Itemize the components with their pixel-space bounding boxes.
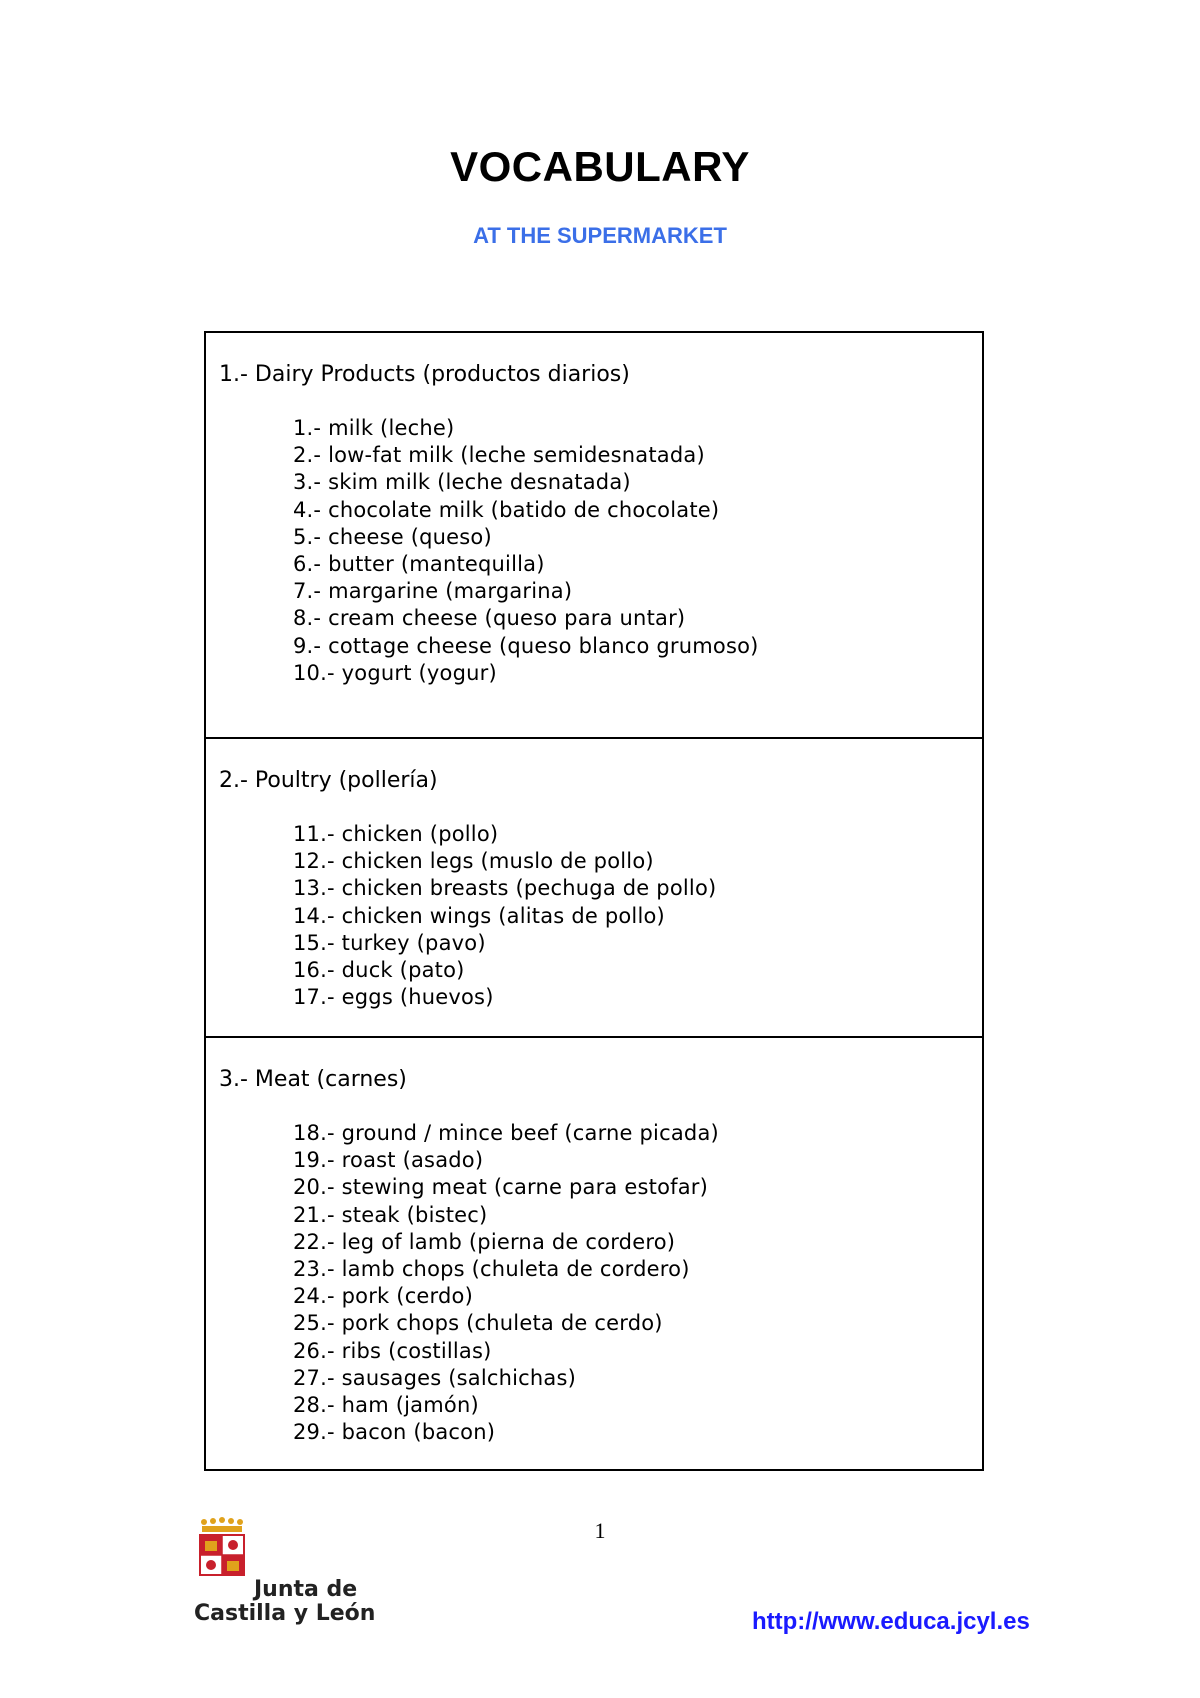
page-number: 1 (594, 1518, 606, 1543)
list-item: 14.- chicken wings (alitas de pollo) (293, 903, 665, 928)
list-item: 11.- chicken (pollo) (293, 822, 499, 846)
list-item: 5.- cheese (queso) (293, 524, 492, 549)
list-item: 8.- cream cheese (queso para untar) (293, 606, 686, 631)
list-item: 12.- chicken legs (muslo de pollo) (293, 849, 654, 874)
website-link[interactable]: http://www.educa.jcyl.es (752, 1608, 1030, 1635)
list-item: 2.- low-fat milk (leche semidesnatada) (293, 443, 705, 468)
list-item: 25.- pork chops (chuleta de cerdo) (293, 1311, 663, 1336)
coat-of-arms-icon (194, 1516, 254, 1580)
list-item: 23.- lamb chops (chuleta de cordero) (293, 1256, 690, 1281)
list-item: 10.- yogurt (yogur) (293, 660, 497, 685)
list-item: 9.- cottage cheese (queso blanco grumoso) (293, 633, 759, 658)
vocabulary-table (204, 331, 984, 1471)
list-item: 3.- skim milk (leche desnatada) (293, 470, 631, 495)
list-item: 22.- leg of lamb (pierna de cordero) (293, 1229, 676, 1254)
page-subtitle: AT THE SUPERMARKET (473, 223, 727, 248)
list-item: 21.- steak (bistec) (293, 1202, 488, 1227)
section-poultry (206, 737, 982, 1036)
list-item: 15.- turkey (pavo) (293, 930, 486, 955)
section-heading: 1.- Dairy Products (productos diarios) (219, 362, 630, 387)
section-dairy (206, 361, 982, 737)
item-list (219, 821, 982, 1011)
list-item: 18.- ground / mince beef (carne picada) (293, 1121, 719, 1145)
list-item: 29.- bacon (bacon) (293, 1420, 496, 1445)
list-item: 13.- chicken breasts (pechuga de pollo) (293, 876, 717, 901)
junta-castilla-leon-logo (194, 1516, 374, 1628)
item-list (219, 415, 982, 687)
list-item: 16.- duck (pato) (293, 957, 465, 982)
list-item: 26.- ribs (costillas) (293, 1338, 492, 1363)
list-item: 28.- ham (jamón) (293, 1392, 479, 1417)
list-item: 27.- sausages (salchichas) (293, 1365, 577, 1390)
item-list (219, 1120, 982, 1446)
list-item: 24.- pork (cerdo) (293, 1284, 473, 1309)
logo-text-line1: Junta de (254, 1577, 358, 1602)
logo-text-line2: Castilla y León (194, 1601, 376, 1626)
list-item: 19.- roast (asado) (293, 1148, 484, 1173)
section-meat (206, 1036, 982, 1469)
list-item: 6.- butter (mantequilla) (293, 551, 545, 576)
list-item: 7.- margarine (margarina) (293, 579, 573, 604)
list-item: 20.- stewing meat (carne para estofar) (293, 1175, 709, 1200)
section-heading: 3.- Meat (carnes) (219, 1067, 407, 1092)
list-item: 1.- milk (leche) (293, 416, 455, 440)
page-title: VOCABULARY (450, 143, 750, 190)
list-item: 17.- eggs (huevos) (293, 985, 494, 1010)
list-item: 4.- chocolate milk (batido de chocolate) (293, 497, 720, 522)
section-heading: 2.- Poultry (pollería) (219, 768, 438, 793)
